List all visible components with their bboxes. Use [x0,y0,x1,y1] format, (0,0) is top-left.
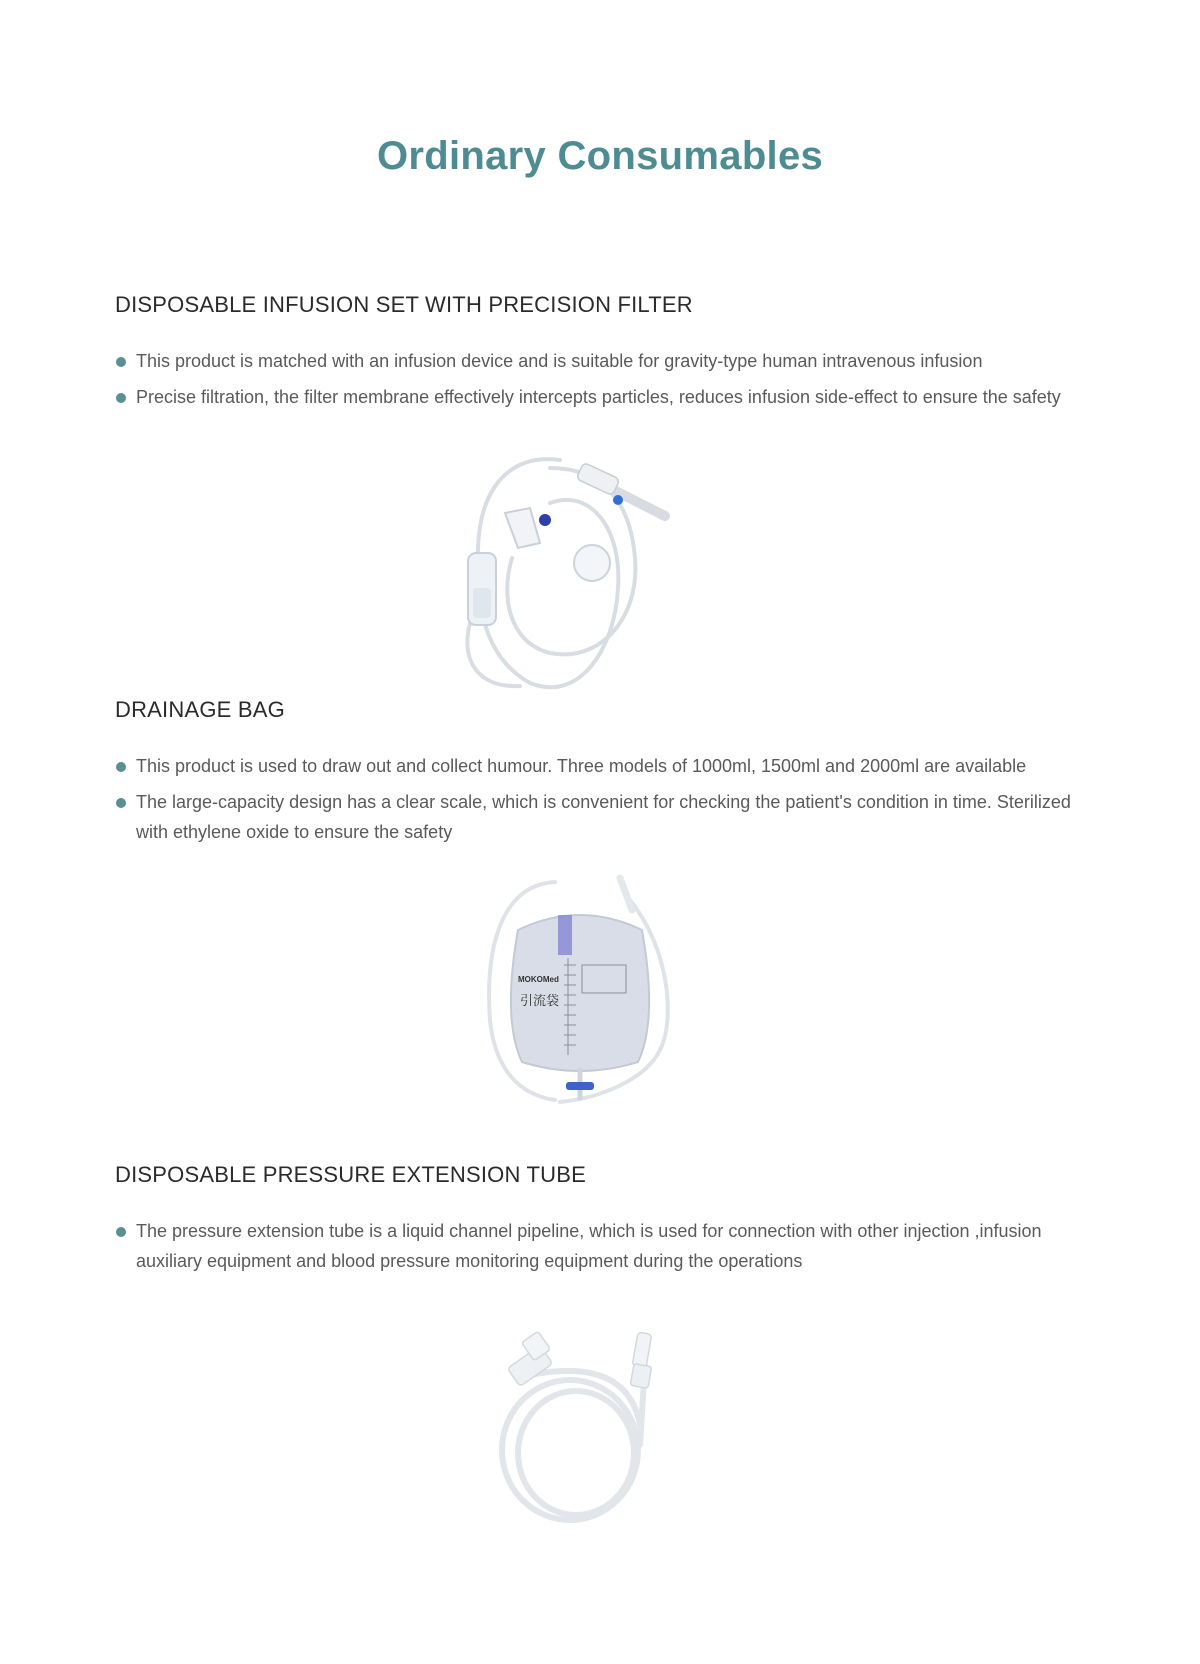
bullet-text: The large-capacity design has a clear scale, which is convenient for checking the patient's condition in time. Sterilized with ethylene oxide to ensure the safety [136,792,1071,842]
section-heading: DISPOSABLE INFUSION SET WITH PRECISION FILTER [115,292,693,317]
section-heading: DRAINAGE BAG [115,697,285,722]
list-item [115,751,1095,781]
drainage-bag-icon [480,870,680,1115]
bullet-dot-icon [116,357,126,367]
bullet-dot-icon [116,762,126,772]
bag-label: 引流袋 [520,994,560,1009]
bullet-list [115,1216,1095,1276]
bullet-text: Precise filtration, the filter membrane effectively intercepts particles, reduces infusion side-effect to ensure the safety [136,387,1061,407]
section-heading: DISPOSABLE PRESSURE EXTENSION TUBE [115,1162,586,1187]
list-item [115,346,1095,376]
infusion-set-icon [440,448,700,693]
bullet-list [115,346,1095,412]
bullet-dot-icon [116,798,126,808]
bullet-dot-icon [116,393,126,403]
extension-tube-icon [490,1325,690,1535]
bullet-dot-icon [116,1227,126,1237]
bullet-text: The pressure extension tube is a liquid channel pipeline, which is used for connection with other injection ,infusion auxiliary equipment and blood pressure monitoring equipment during the operations [136,1221,1042,1271]
section-extension-tube [115,1162,1095,1282]
list-item [115,1216,1095,1276]
section-drainage-bag [115,697,1095,853]
list-item [115,382,1095,412]
bullet-list [115,751,1095,847]
list-item [115,787,1095,847]
bullet-text: This product is used to draw out and collect humour. Three models of 1000ml, 1500ml and 2000ml are available [136,756,1027,776]
page-title: Ordinary Consumables [376,134,824,178]
section-infusion-set [115,292,1095,418]
bag-brand: MOKOMed [518,975,559,984]
bullet-text: This product is matched with an infusion device and is suitable for gravity-type human intravenous infusion [136,351,983,371]
